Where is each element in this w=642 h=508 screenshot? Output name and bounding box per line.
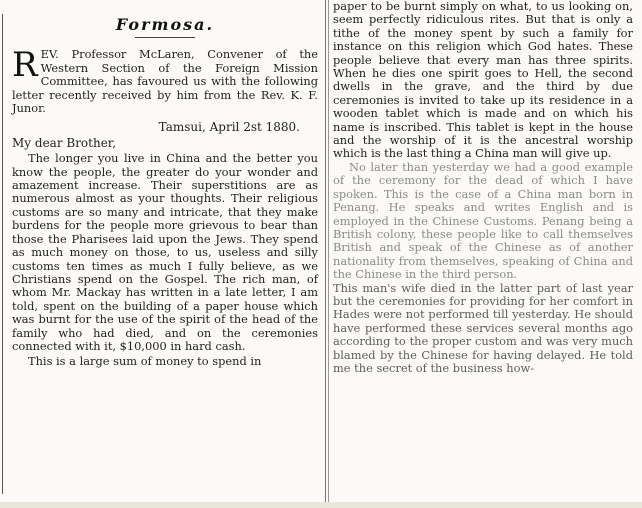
scan-bottom-edge [0,502,642,508]
dateline: Tamsui, April 2st 1880. [158,120,300,135]
letter-paragraph-2: This is a large sum of money to spend in [28,354,262,369]
letter-paragraph-4: No later than yesterday we had a good example of the ceremony for the dead of which I have spoken. This is the case of a China man born in Penang. He speaks and writes English and is employed in the Chinese Customs. Penang being a British colony, these people like to call themselves British and speak of the Chinese as of another nationality from themselves, speaking of China and the Chinese in the third person. [333,159,633,282]
drop-cap: R [12,45,38,86]
intro-paragraph [12,45,318,116]
right-column [333,0,633,375]
salutation: My dear Brother, [12,135,117,150]
column-divider [325,0,326,508]
article-title: Formosa. [115,15,215,34]
scan-edge-line [2,14,3,494]
title-rule [135,37,195,38]
letter-paragraph-5: This man's wife died in the latter part of last year but the ceremonies for providing for her comfort in Hades were not performed till yesterday. He should have performed these services several months ago according to the proper custom and was very much blamed by the Chinese for having delayed. He told me the secret of the business how- [333,280,633,375]
letter-paragraph-1: The longer you live in China and the better you know the people, the greater do your wonder and amazement increase. Their superstitions are as numerous almost as your thoughts. Their religious customs are so many and intricate, that they make burdens for the people more grievous to bear than those the Pharisees laid upon the Jews. They spend as much money on those, to us, useless and silly customs ten times as much I fully believe, as we Christians spend on the Gospel. The rich man, of whom Mr. Mackay has written in a late letter, I am told, spent on the building of a paper house which was burnt for the use of the spirit of the head of the family who had died, and on the ceremonies connected with it, $10,000 in hard cash. [12,151,318,353]
intro-text: EV. Professor McLaren, Convener of the Western Section of the Foreign Mission Committee, has favoured us with the following letter recently received by him from the Rev. K. F. Junor. [12,47,318,116]
letter-paragraph-3: paper to be burnt simply on what, to us looking on, seem perfectly ridiculous rites. But that is only a tithe of the money spent by such a family for instance on this religion which God hates. These people believe that every man has three spirits. When he dies one spirit goes to Hell, the second dwells in the grave, and the third by due ceremonies is invited to take up its residence in a wooden tablet which is made and on which his name is inscribed. This tablet is kept in the house and the worship of it is the ancestral worship which is the last thing a China man will give up. [333,0,633,161]
column-divider-inner [328,0,329,508]
left-column [12,15,318,369]
